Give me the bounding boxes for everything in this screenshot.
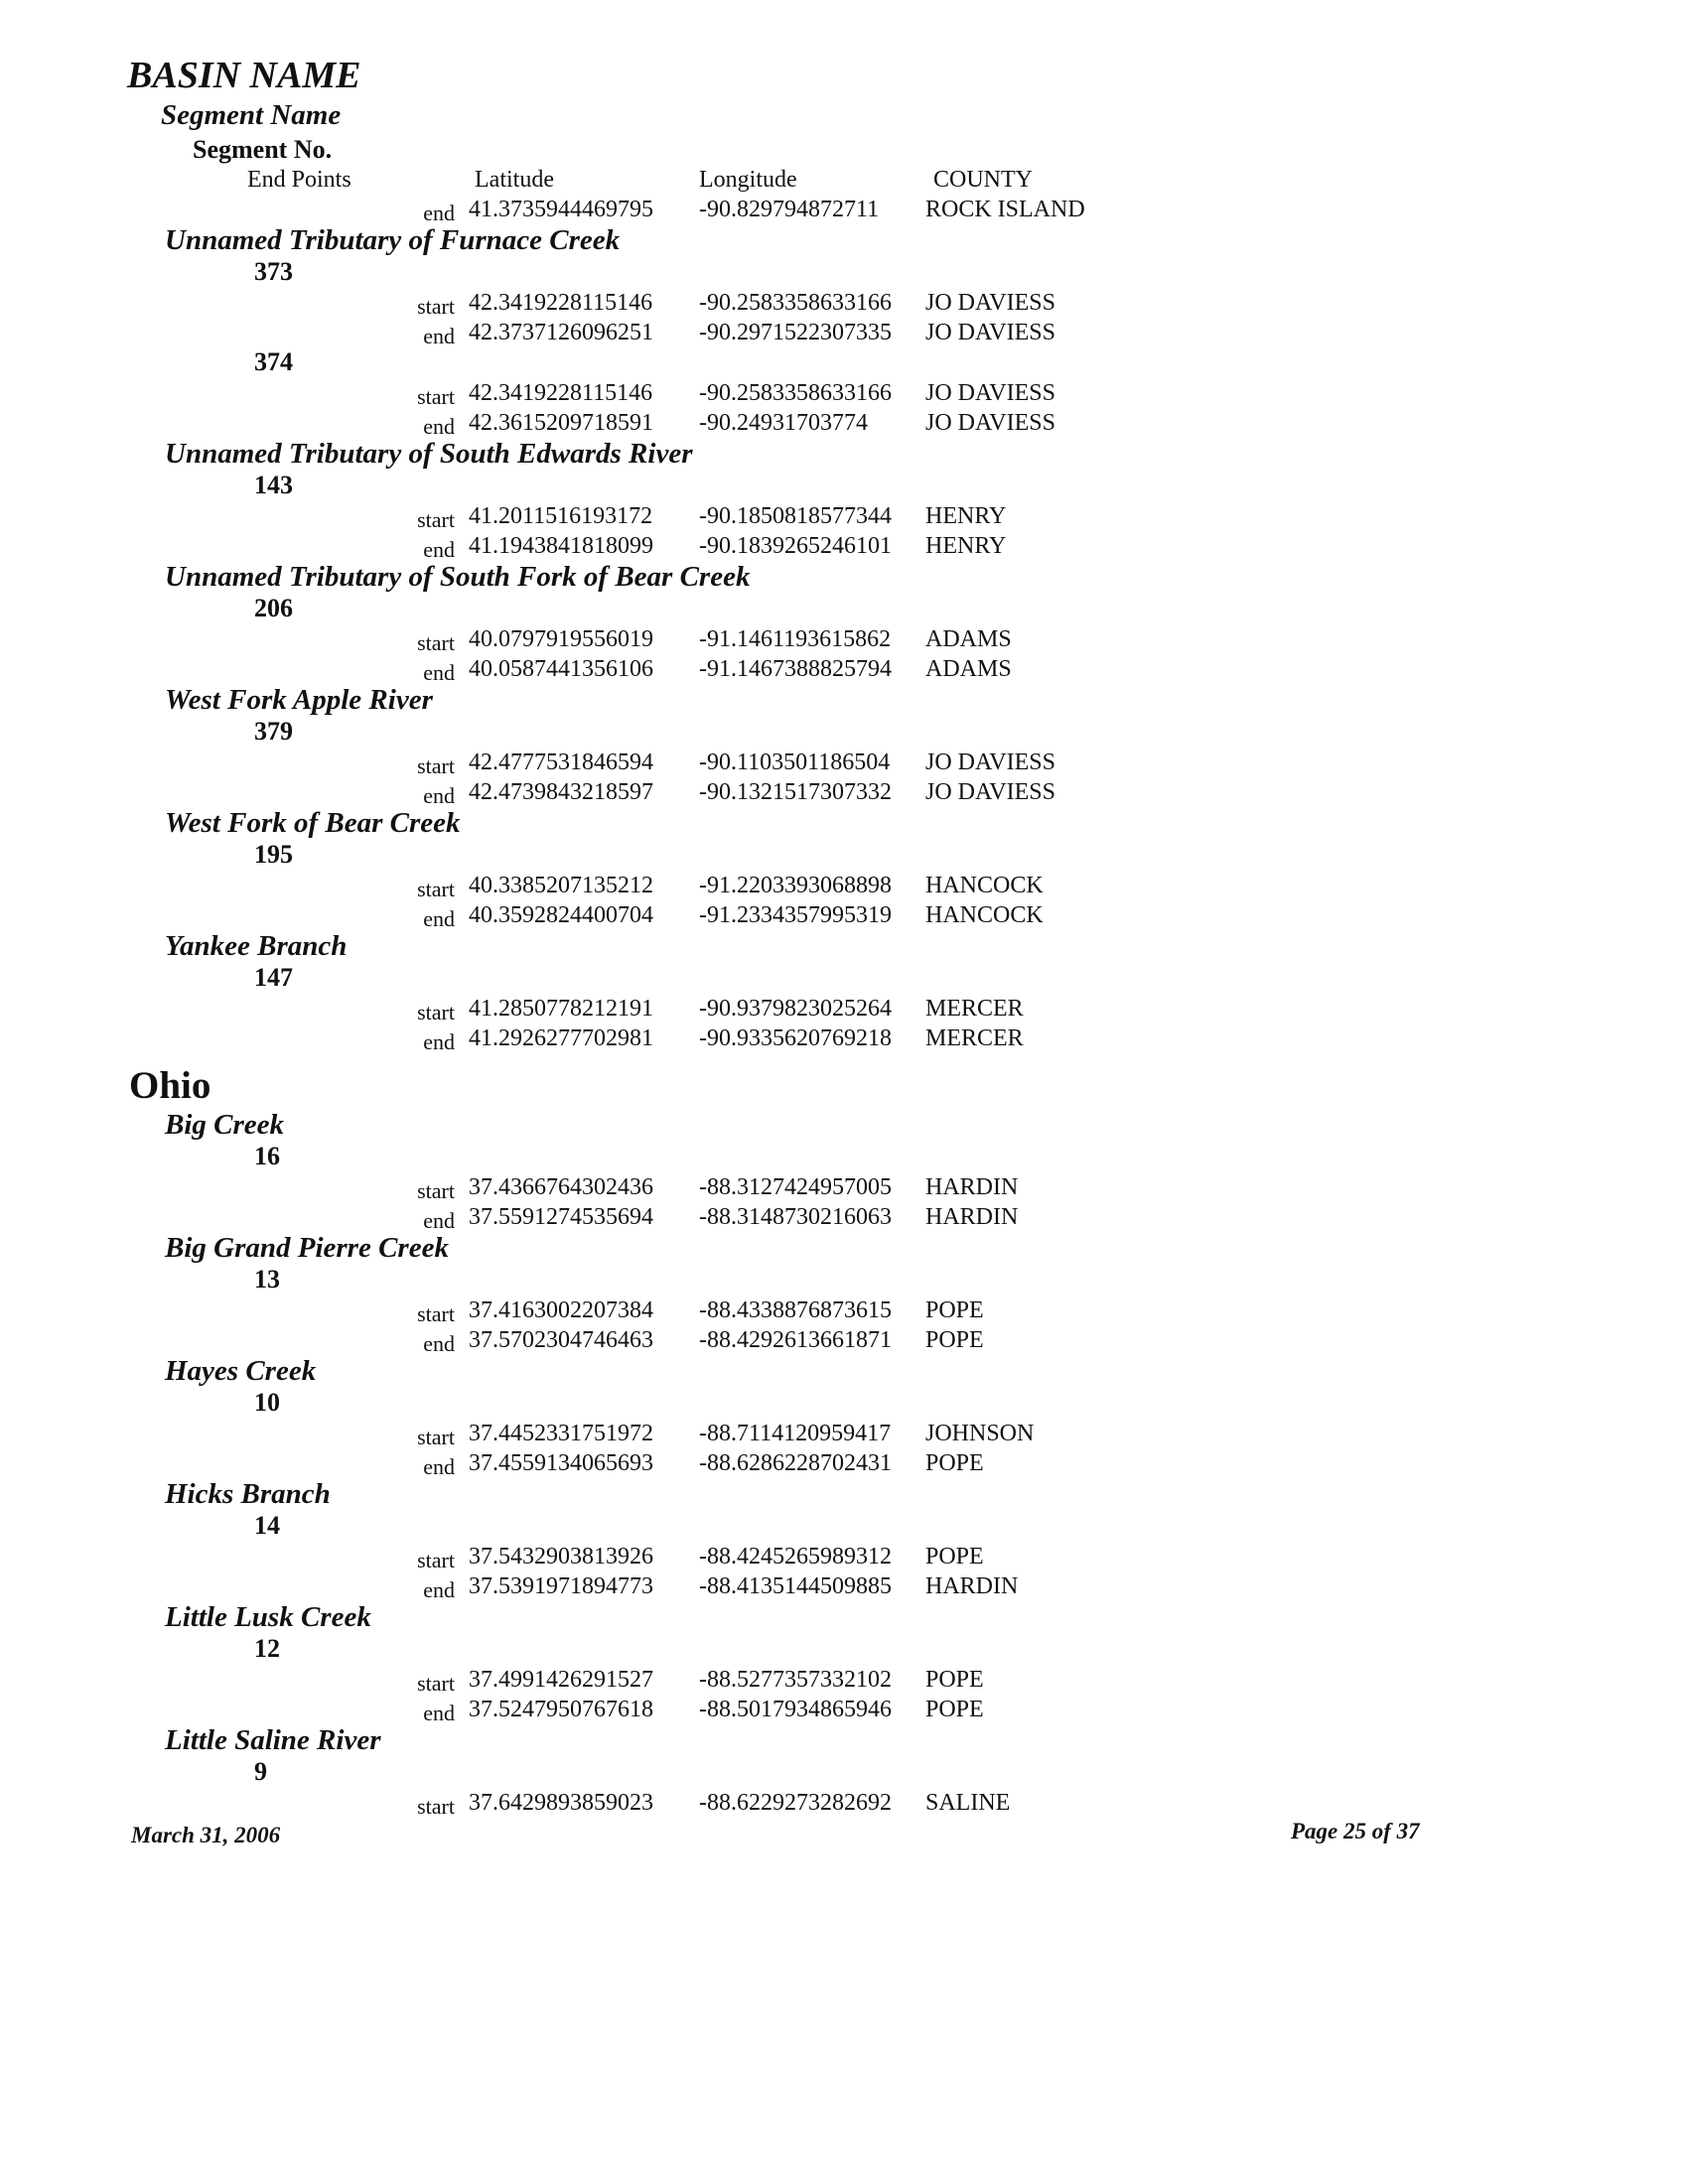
- segment-number-row: [0, 1265, 1684, 1296]
- endpoint-label: start: [417, 1000, 455, 1024]
- endpoint-row: [0, 624, 1684, 654]
- segment-name: West Fork of Bear Creek: [165, 807, 461, 839]
- endpoint-row: [0, 1325, 1684, 1355]
- longitude-value: -91.1467388825794: [699, 656, 892, 682]
- longitude-value: -90.9335620769218: [699, 1025, 892, 1051]
- endpoint-label: start: [417, 753, 455, 778]
- endpoint-label: start: [417, 384, 455, 409]
- endpoint-label: end: [423, 537, 455, 562]
- county-value: POPE: [925, 1297, 984, 1323]
- endpoint-row: [0, 288, 1684, 318]
- longitude-value: -91.2203393068898: [699, 873, 892, 898]
- segment-number-row: [0, 257, 1684, 288]
- county-value: JO DAVIESS: [925, 320, 1055, 345]
- endpoint-label: end: [423, 1208, 455, 1233]
- segment-name: Unnamed Tributary of South Edwards River: [165, 438, 693, 470]
- latitude-value: 41.2011516193172: [469, 503, 653, 529]
- endpoint-label: end: [423, 1331, 455, 1356]
- county-value: JO DAVIESS: [925, 410, 1055, 436]
- latitude-value: 37.5702304746463: [469, 1327, 653, 1353]
- endpoint-label: start: [417, 630, 455, 655]
- latitude-value: 40.0797919556019: [469, 626, 653, 652]
- endpoint-row: [0, 994, 1684, 1024]
- latitude-value: 37.5591274535694: [469, 1204, 653, 1230]
- segment-number: 13: [254, 1265, 280, 1294]
- longitude-value: -88.4245265989312: [699, 1544, 892, 1570]
- segment-number: 373: [254, 257, 293, 286]
- segment-name-row: [0, 930, 1684, 963]
- segment-number: 206: [254, 594, 293, 622]
- endpoint-row: [0, 1695, 1684, 1724]
- segment-number: 379: [254, 717, 293, 746]
- endpoint-row: [0, 1296, 1684, 1325]
- longitude-value: -88.6286228702431: [699, 1450, 892, 1476]
- longitude-value: -88.3127424957005: [699, 1174, 892, 1200]
- endpoint-label: start: [417, 507, 455, 532]
- segment-name: Unnamed Tributary of Furnace Creek: [165, 224, 621, 256]
- endpoint-row: [0, 378, 1684, 408]
- segment-number: 12: [254, 1634, 280, 1663]
- latitude-value: 40.3385207135212: [469, 873, 653, 898]
- longitude-value: -90.24931703774: [699, 410, 868, 436]
- segment-name-row: [0, 1601, 1684, 1634]
- endpoint-row: [0, 1024, 1684, 1053]
- segment-name: Unnamed Tributary of South Fork of Bear Creek: [165, 561, 751, 593]
- segment-number-row: [0, 1142, 1684, 1172]
- segment-name-row: [0, 438, 1684, 471]
- segment-name-row: [0, 1355, 1684, 1388]
- segment-number-row: [0, 717, 1684, 748]
- latitude-value: 40.0587441356106: [469, 656, 653, 682]
- latitude-value: 42.4777531846594: [469, 750, 653, 775]
- latitude-value: 37.5391971894773: [469, 1573, 653, 1599]
- longitude-value: -88.4292613661871: [699, 1327, 892, 1353]
- segment-number-row: [0, 1511, 1684, 1542]
- longitude-column-header: Longitude: [699, 167, 797, 193]
- segment-number: 14: [254, 1511, 280, 1540]
- county-value: HARDIN: [925, 1174, 1019, 1200]
- endpoint-row: [0, 1202, 1684, 1232]
- longitude-value: -90.9379823025264: [699, 996, 892, 1022]
- latitude-value: 37.4452331751972: [469, 1421, 653, 1446]
- segment-number: 143: [254, 471, 293, 499]
- endpoint-row: [0, 318, 1684, 347]
- footer-date: March 31, 2006: [131, 1823, 281, 1847]
- endpoint-row: [0, 777, 1684, 807]
- longitude-value: -90.1321517307332: [699, 779, 892, 805]
- county-value: ROCK ISLAND: [925, 197, 1085, 222]
- endpoint-row: [0, 408, 1684, 438]
- county-value: ADAMS: [925, 626, 1012, 652]
- segment-name: Big Creek: [165, 1109, 285, 1141]
- county-value: HARDIN: [925, 1573, 1019, 1599]
- basin-name-header: BASIN NAME: [127, 55, 361, 96]
- segment-name-header: Segment Name: [161, 99, 342, 131]
- basin-name: Ohio: [129, 1064, 211, 1107]
- county-column-header: COUNTY: [933, 167, 1033, 193]
- endpoint-label: start: [417, 1671, 455, 1696]
- segment-name: Little Saline River: [165, 1724, 381, 1756]
- endpoint-label: end: [423, 1577, 455, 1602]
- endpoint-label: start: [417, 1794, 455, 1819]
- latitude-value: 42.3419228115146: [469, 290, 653, 316]
- latitude-value: 37.6429893859023: [469, 1790, 653, 1816]
- latitude-value: 37.4163002207384: [469, 1297, 653, 1323]
- segment-number: 10: [254, 1388, 280, 1417]
- county-value: JO DAVIESS: [925, 290, 1055, 316]
- county-value: MERCER: [925, 1025, 1024, 1051]
- longitude-value: -88.5017934865946: [699, 1697, 892, 1722]
- latitude-value: 41.2850778212191: [469, 996, 653, 1022]
- longitude-value: -90.2971522307335: [699, 320, 892, 345]
- longitude-value: -88.3148730216063: [699, 1204, 892, 1230]
- segment-number: 374: [254, 347, 293, 376]
- endpoint-label: end: [423, 324, 455, 348]
- endpoint-label: end: [423, 783, 455, 808]
- endpoint-label: end: [423, 906, 455, 931]
- footer-page-number: Page 25 of 37: [1291, 1819, 1420, 1843]
- longitude-value: -88.6229273282692: [699, 1790, 892, 1816]
- segment-number-row: [0, 1757, 1684, 1788]
- endpoint-label: end: [423, 660, 455, 685]
- longitude-value: -90.2583358633166: [699, 290, 892, 316]
- longitude-value: -88.4135144509885: [699, 1573, 892, 1599]
- latitude-value: 41.3735944469795: [469, 197, 653, 222]
- segment-number-row: [0, 963, 1684, 994]
- latitude-value: 37.4559134065693: [469, 1450, 653, 1476]
- latitude-value: 37.4991426291527: [469, 1667, 653, 1693]
- segment-name: West Fork Apple River: [165, 684, 433, 716]
- county-value: SALINE: [925, 1790, 1011, 1816]
- segment-name-row: [0, 1109, 1684, 1142]
- endpoint-label: end: [423, 414, 455, 439]
- county-value: POPE: [925, 1450, 984, 1476]
- segment-name: Hicks Branch: [165, 1478, 331, 1510]
- county-value: POPE: [925, 1667, 984, 1693]
- county-value: HENRY: [925, 533, 1007, 559]
- endpoint-label: end: [423, 201, 455, 225]
- longitude-value: -91.1461193615862: [699, 626, 892, 652]
- longitude-value: -90.2583358633166: [699, 380, 892, 406]
- longitude-value: -90.829794872711: [699, 197, 880, 222]
- segment-number-row: [0, 840, 1684, 871]
- segment-name-row: [0, 561, 1684, 594]
- latitude-value: 42.3615209718591: [469, 410, 653, 436]
- segment-name-row: [0, 1232, 1684, 1265]
- county-value: JO DAVIESS: [925, 779, 1055, 805]
- endpoint-row: [0, 1571, 1684, 1601]
- latitude-value: 40.3592824400704: [469, 902, 653, 928]
- county-value: HENRY: [925, 503, 1007, 529]
- longitude-value: -90.1850818577344: [699, 503, 892, 529]
- endpoint-label: end: [423, 1029, 455, 1054]
- county-value: POPE: [925, 1327, 984, 1353]
- endpoint-label: start: [417, 877, 455, 901]
- segment-number-row: [0, 347, 1684, 378]
- county-value: HARDIN: [925, 1204, 1019, 1230]
- segment-number-row: [0, 594, 1684, 624]
- longitude-value: -91.2334357995319: [699, 902, 892, 928]
- endpoint-label: start: [417, 294, 455, 319]
- segment-table: [0, 195, 1684, 1818]
- segment-name-row: [0, 224, 1684, 257]
- endpoint-label: start: [417, 1425, 455, 1449]
- segment-name: Little Lusk Creek: [165, 1601, 371, 1633]
- segment-number-row: [0, 471, 1684, 501]
- latitude-value: 37.5432903813926: [469, 1544, 653, 1570]
- endpoint-row: [0, 531, 1684, 561]
- county-value: JO DAVIESS: [925, 380, 1055, 406]
- segment-number: 16: [254, 1142, 280, 1170]
- latitude-value: 41.2926277702981: [469, 1025, 653, 1051]
- endpoint-row: [0, 195, 1684, 224]
- longitude-value: -88.7114120959417: [699, 1421, 892, 1446]
- endpoint-row: [0, 654, 1684, 684]
- basin-row: [0, 1053, 1684, 1109]
- latitude-value: 42.3737126096251: [469, 320, 653, 345]
- segment-number-row: [0, 1388, 1684, 1419]
- county-value: HANCOCK: [925, 873, 1044, 898]
- segment-name-row: [0, 1478, 1684, 1511]
- endpoint-row: [0, 900, 1684, 930]
- end-points-column-header: End Points: [247, 167, 351, 193]
- endpoint-label: end: [423, 1454, 455, 1479]
- longitude-value: -88.5277357332102: [699, 1667, 892, 1693]
- endpoint-row: [0, 1172, 1684, 1202]
- endpoint-row: [0, 748, 1684, 777]
- segment-name-row: [0, 807, 1684, 840]
- latitude-column-header: Latitude: [475, 167, 554, 193]
- segment-number: 195: [254, 840, 293, 869]
- segment-name-row: [0, 1724, 1684, 1757]
- county-value: MERCER: [925, 996, 1024, 1022]
- latitude-value: 37.4366764302436: [469, 1174, 653, 1200]
- endpoint-row: [0, 871, 1684, 900]
- endpoint-row: [0, 1665, 1684, 1695]
- longitude-value: -88.4338876873615: [699, 1297, 892, 1323]
- latitude-value: 42.4739843218597: [469, 779, 653, 805]
- longitude-value: -90.1839265246101: [699, 533, 892, 559]
- county-value: JO DAVIESS: [925, 750, 1055, 775]
- segment-name: Hayes Creek: [165, 1355, 317, 1387]
- endpoint-label: start: [417, 1548, 455, 1572]
- latitude-value: 37.5247950767618: [469, 1697, 653, 1722]
- county-value: ADAMS: [925, 656, 1012, 682]
- endpoint-row: [0, 1448, 1684, 1478]
- endpoint-label: start: [417, 1178, 455, 1203]
- county-value: HANCOCK: [925, 902, 1044, 928]
- endpoint-row: [0, 1788, 1684, 1818]
- longitude-value: -90.1103501186504: [699, 750, 891, 775]
- segment-name: Yankee Branch: [165, 930, 348, 962]
- segment-no-header: Segment No.: [193, 135, 333, 164]
- segment-name-row: [0, 684, 1684, 717]
- segment-number: 147: [254, 963, 293, 992]
- segment-name: Big Grand Pierre Creek: [165, 1232, 449, 1264]
- county-value: JOHNSON: [925, 1421, 1035, 1446]
- endpoint-label: end: [423, 1701, 455, 1725]
- segment-number: 9: [254, 1757, 267, 1786]
- endpoint-label: start: [417, 1301, 455, 1326]
- endpoint-row: [0, 501, 1684, 531]
- county-value: POPE: [925, 1544, 984, 1570]
- endpoint-row: [0, 1542, 1684, 1571]
- segment-number-row: [0, 1634, 1684, 1665]
- latitude-value: 42.3419228115146: [469, 380, 653, 406]
- county-value: POPE: [925, 1697, 984, 1722]
- endpoint-row: [0, 1419, 1684, 1448]
- latitude-value: 41.1943841818099: [469, 533, 653, 559]
